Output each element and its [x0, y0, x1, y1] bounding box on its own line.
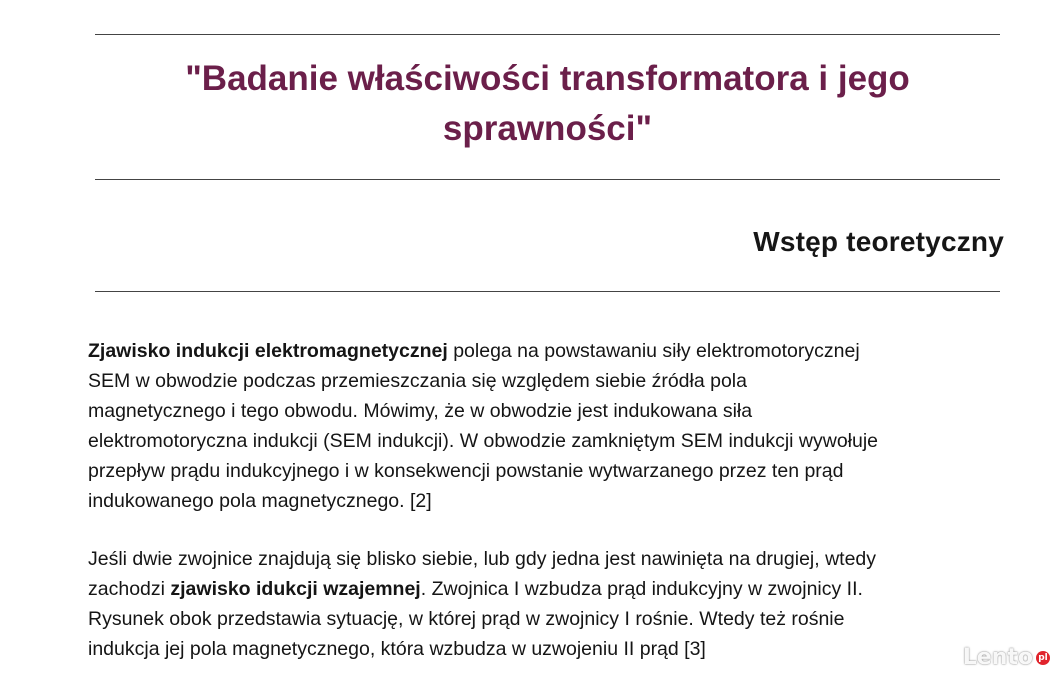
watermark-text: Lento — [962, 645, 1033, 670]
paragraph-line: indukcja jej pola magnetycznego, która wzbudza w uzwojeniu II prąd [3] — [88, 638, 706, 660]
paragraph-line: SEM w obwodzie podczas przemieszczania się względem siebie źródła pola — [88, 370, 747, 392]
section-heading: Wstęp teoretyczny — [753, 226, 1004, 257]
line-text: zachodzi — [88, 578, 171, 600]
paragraph-line: Jeśli dwie zwojnice znajdują się blisko siebie, lub gdy jedna jest nawinięta na drugiej, wtedy — [88, 548, 877, 570]
paragraph-line: Rysunek obok przedstawia sytuację, w której prąd w zwojnicy I rośnie. Wtedy też rośnie — [88, 608, 845, 630]
paragraph-line: elektromotoryczna indukcji (SEM indukcji). W obwodzie zamkniętym SEM indukcji wywołuje — [88, 430, 879, 452]
bold-term: zjawisko idukcji wzajemnej — [170, 578, 421, 600]
line-text: polega na powstawaniu siły elektromotorycznej — [447, 340, 860, 362]
document-title — [95, 54, 1000, 154]
bold-term: Zjawisko indukcji elektromagnetycznej — [88, 340, 448, 362]
paragraph-line: przepływ prądu indukcyjnego i w konsekwencji powstanie wytwarzanego przez ten prąd — [88, 460, 844, 482]
watermark-badge-icon: pl — [1036, 651, 1050, 665]
paragraph-line: indukowanego pola magnetycznego. [2] — [88, 490, 432, 512]
watermark-logo — [963, 645, 1050, 670]
paragraph-induction — [88, 336, 1038, 516]
title-line-2: sprawności" — [442, 109, 653, 148]
paragraph-line: magnetycznego i tego obwodu. Mówimy, że w obwodzie jest indukowana siła — [88, 400, 753, 422]
line-text: . Zwojnica I wzbudza prąd indukcyjny w zwojnicy II. — [420, 578, 863, 600]
title-divider — [95, 179, 1000, 180]
paragraph-mutual-induction — [88, 544, 1038, 664]
paragraph-line — [88, 574, 1038, 604]
top-divider — [95, 34, 1000, 35]
title-line-1: "Badanie właściwości transformatora i jego — [185, 59, 910, 98]
paragraph-line — [88, 336, 1038, 366]
section-divider — [95, 291, 1000, 292]
